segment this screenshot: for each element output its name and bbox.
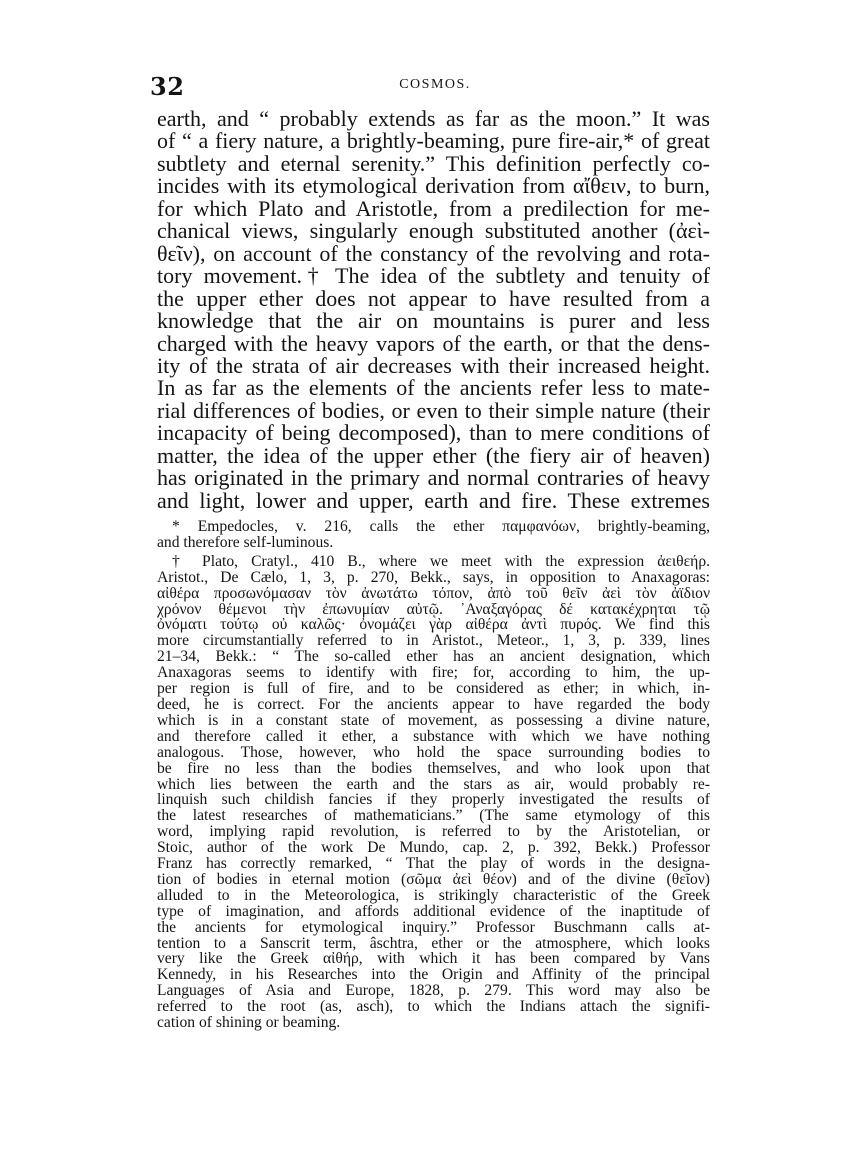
body-line: charged with the heavy vapors of the earth, or that the dens- [157,330,710,356]
footnote-line: which is in a constant state of movement, as possessing a divine nature, [157,711,710,729]
body-line: has originated in the primary and normal contraries of heavy [157,465,710,491]
footnote-line: Stoic, author of the work De Mundo, cap. 2, p. 392, Bekk.) Professor [157,839,710,857]
footnote-line: and therefore called it ether, a substance with which we have nothing [157,727,710,745]
body-line: incides with its etymological derivation from αἴθειν, to burn, [157,173,710,199]
footnote-empedocles [157,519,710,551]
page-number: 32 [150,72,185,101]
footnote-line: ὀνόματι τούτῳ οὐ καλῶς· ὀνομάζει γὰρ αἰθέρα ἀντὶ πυρός. We find this [157,616,710,634]
footnote-line: be fire no less than the bodies themselves, and who look upon that [157,759,710,777]
footnote-line: per region is full of fire, and to be considered as ether; in which, in- [157,680,710,698]
footnote-line: referred to the root (as, asch), to which the Indians attach the signifi- [157,998,710,1016]
body-line: matter, the idea of the upper ether (the fiery air of heaven) [157,442,710,468]
footnote-line: which lies between the earth and the stars as air, would probably re- [157,775,710,793]
body-line: for which Plato and Aristotle, from a predilection for me- [157,195,710,221]
footnotes [157,519,710,1031]
footnote-line: * Empedocles, v. 216, calls the ether παμφανόων, brightly-beaming, [172,518,710,535]
body-text [157,108,710,512]
body-line: of “ a fiery nature, a brightly-beaming, pure fire-air,* of great [157,128,710,154]
footnote-line: Kennedy, in his Researches into the Origin and Affinity of the principal [157,966,710,984]
footnote-plato [157,554,710,1031]
footnote-line: alluded to in the Meteorologica, is strikingly characteristic of the Greek [157,886,710,904]
body-line: the upper ether does not appear to have resulted from a [157,285,710,311]
body-line: tory movement.† The idea of the subtlety and tenuity of [157,263,710,289]
body-line: and light, lower and upper, earth and fire. These extremes [157,487,710,513]
body-line: rial differences of bodies, or even to their simple nature (their [157,397,710,423]
footnote-line: Anaxagoras seems to identify with fire; for, according to him, the up- [157,664,710,682]
running-head: COSMOS. [399,77,471,92]
footnote-line: Aristot., De Cælo, 1, 3, p. 270, Bekk., says, in opposition to Anaxagoras: [157,568,710,586]
body-line: θεῖν), on account of the constancy of the revolving and rota- [157,240,710,266]
body-line: earth, and “ probably extends as far as the moon.” It was [157,106,710,131]
body-line: ity of the strata of air decreases with their increased height. [157,352,710,378]
footnote-line: Languages of Asia and Europe, 1828, p. 279. This word may also be [157,982,710,1000]
footnote-line: Franz has correctly remarked, “ That the play of words in the designa- [157,855,710,873]
footnote-line: cation of shining or beaming. [157,1014,341,1032]
footnote-line: and therefore self-luminous. [157,533,334,551]
footnote-line: tention to a Sanscrit term, âschtra, ether or the atmosphere, which looks [157,934,710,952]
footnote-line: more circumstantially referred to in Aristot., Meteor., 1, 3, p. 339, lines [157,632,710,650]
footnote-line: the latest researches of mathematicians.” (The same etymology of this [157,807,710,825]
body-line: incapacity of being decomposed), than to mere conditions of [157,420,710,446]
footnote-line: αἰθέρα προσωνόμασαν τὸν ἀνωτάτω τόπον, ἀπὸ τοῦ θεῖν ἀεὶ τὸν ἀϊδιον [157,584,710,602]
footnote-line: linquish such childish fancies if they properly investigated the results of [157,791,710,809]
footnote-line: analogous. Those, however, who hold the space surrounding bodies to [157,743,710,761]
footnote-line: the ancients for etymological inquiry.” Professor Buschmann calls at- [157,918,710,936]
footnote-line: word, implying rapid revolution, is referred to by the Aristotelian, or [157,823,710,841]
footnote-line: type of imagination, and affords additional evidence of the inaptitude of [157,902,710,920]
footnote-line: deed, he is correct. For the ancients appear to have regarded the body [157,695,710,713]
footnote-line: tion of bodies in eternal motion (σῶμα ἀεὶ θέον) and of the divine (θεῖον) [157,870,710,888]
body-line: knowledge that the air on mountains is purer and less [157,308,710,334]
footnote-line: 21–34, Bekk.: “ The so-called ether has an ancient designation, which [157,648,710,666]
body-line: In as far as the elements of the ancients refer less to mate- [157,375,710,401]
body-line: chanical views, singularly enough substituted another (ἀεὶ- [157,218,710,244]
body-line: subtlety and eternal serenity.” This definition perfectly co- [157,150,710,176]
footnote-line: very like the Greek αἰθήρ, with which it has been compared by Vans [157,950,710,968]
footnote-line: † Plato, Cratyl., 410 B., where we meet with the expression ἀειθεήρ. [172,552,710,570]
footnote-line: χρόνον θέμενοι τὴν ἐπωνυμίαν αὐτῷ. ᾿Αναξαγόρας δέ κατακέχρηται τῷ [157,600,710,618]
